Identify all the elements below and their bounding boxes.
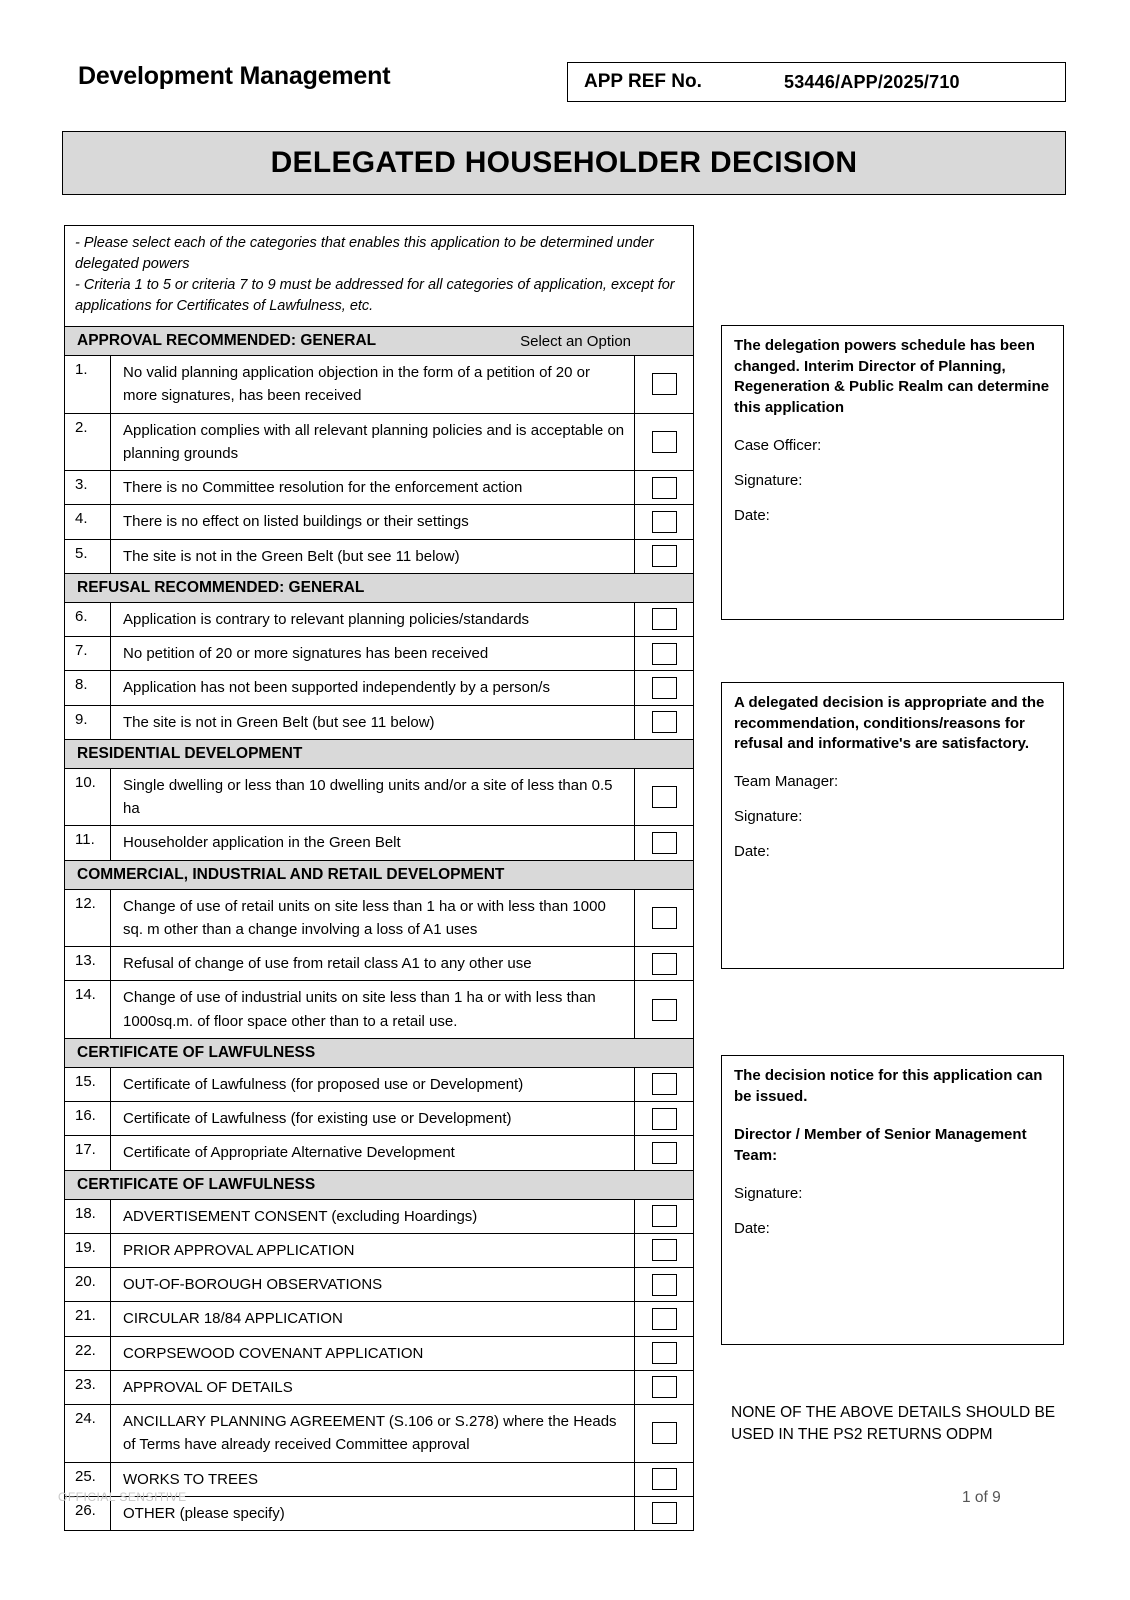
criterion-checkbox[interactable] (652, 1274, 677, 1296)
criterion-checkbox[interactable] (652, 786, 677, 808)
table-row (65, 505, 693, 539)
criterion-checkbox[interactable] (652, 511, 677, 533)
criterion-number: 21. (65, 1302, 111, 1335)
criterion-checkbox-cell[interactable] (635, 1497, 693, 1530)
criterion-number: 15. (65, 1068, 111, 1101)
criterion-number: 12. (65, 890, 111, 947)
criterion-checkbox-cell[interactable] (635, 540, 693, 573)
director-signature-field[interactable]: Signature: (734, 1184, 803, 1202)
criterion-text: Change of use of retail units on site less than 1 ha or with less than 1000 sq. m other than a change involving a loss of A1 uses (111, 890, 635, 947)
team-manager-box (721, 682, 1064, 969)
app-ref-value: 53446/APP/2025/710 (784, 71, 960, 92)
table-row (65, 1405, 693, 1463)
criterion-checkbox[interactable] (652, 643, 677, 665)
criterion-checkbox-cell[interactable] (635, 1200, 693, 1233)
section-title: CERTIFICATE OF LAWFULNESS (77, 1043, 316, 1061)
criterion-text: The site is not in the Green Belt (but see 11 below) (111, 540, 635, 573)
criterion-checkbox-cell[interactable] (635, 1234, 693, 1267)
case-officer-field[interactable]: Case Officer: (734, 436, 822, 454)
criterion-checkbox-cell[interactable] (635, 1371, 693, 1404)
instructions-text: - Please select each of the categories that enables this application to be determined under delegated powers - Criteria 1 to 5 or criteria 7 to 9 must be addressed for all categories of application, except for applications for Certificates of Lawfulness, etc. (65, 226, 693, 327)
section-title: CERTIFICATE OF LAWFULNESS (77, 1175, 316, 1193)
table-row (65, 540, 693, 574)
table-row (65, 1234, 693, 1268)
criterion-text: Certificate of Lawfulness (for existing use or Development) (111, 1102, 635, 1135)
criterion-checkbox[interactable] (652, 1239, 677, 1261)
table-row (65, 1337, 693, 1371)
criterion-checkbox[interactable] (652, 1108, 677, 1130)
criterion-checkbox-cell[interactable] (635, 414, 693, 471)
criterion-text: CIRCULAR 18/84 APPLICATION (111, 1302, 635, 1335)
delegated-decision-statement: A delegated decision is appropriate and the recommendation, conditions/reasons for refusal and informative's are satisfactory. (734, 694, 1045, 753)
criterion-number: 26. (65, 1497, 111, 1530)
criterion-number: 19. (65, 1234, 111, 1267)
criterion-checkbox[interactable] (652, 1502, 677, 1524)
table-row (65, 603, 693, 637)
director-box (721, 1055, 1064, 1345)
criterion-number: 10. (65, 769, 111, 826)
team-manager-field[interactable]: Team Manager: (734, 773, 839, 791)
criterion-number: 4. (65, 505, 111, 538)
criterion-checkbox-cell[interactable] (635, 1068, 693, 1101)
director-field[interactable]: Director / Member of Senior Management Team: (734, 1126, 1027, 1165)
criterion-number: 2. (65, 414, 111, 471)
document-header (0, 0, 1130, 120)
select-option-label: Select an Option (520, 332, 631, 350)
delegation-statement: The delegation powers schedule has been changed. Interim Director of Planning, Regeneration & Public Realm can determine this application (734, 337, 1050, 417)
criteria-table (64, 225, 694, 1531)
table-row (65, 1371, 693, 1405)
criterion-number: 24. (65, 1405, 111, 1462)
criterion-number: 14. (65, 981, 111, 1038)
criterion-checkbox[interactable] (652, 1308, 677, 1330)
criterion-checkbox-cell[interactable] (635, 981, 693, 1038)
criterion-checkbox-cell[interactable] (635, 1302, 693, 1335)
criterion-checkbox[interactable] (652, 832, 677, 854)
table-row (65, 414, 693, 472)
criterion-checkbox[interactable] (652, 999, 677, 1021)
criterion-number: 3. (65, 471, 111, 504)
table-row (65, 1136, 693, 1170)
table-row (65, 981, 693, 1039)
criterion-checkbox-cell[interactable] (635, 1405, 693, 1462)
banner-title: DELEGATED HOUSEHOLDER DECISION (270, 146, 858, 179)
section-header (65, 861, 693, 890)
criterion-text: No valid planning application objection in the form of a petition of 20 or more signatures, has been received (111, 356, 635, 413)
criterion-number: 6. (65, 603, 111, 636)
section-header (65, 740, 693, 769)
criterion-text: The site is not in Green Belt (but see 11 below) (111, 706, 635, 739)
criterion-checkbox[interactable] (652, 1073, 677, 1095)
table-row (65, 356, 693, 414)
table-row (65, 1302, 693, 1336)
criterion-number: 9. (65, 706, 111, 739)
criterion-number: 13. (65, 947, 111, 980)
criterion-checkbox[interactable] (652, 545, 677, 567)
criterion-text: Single dwelling or less than 10 dwelling units and/or a site of less than 0.5 ha (111, 769, 635, 826)
ps2-returns-note: NONE OF THE ABOVE DETAILS SHOULD BE USED IN THE PS2 RETURNS ODPM (731, 1404, 1056, 1444)
criterion-checkbox-cell[interactable] (635, 1337, 693, 1370)
criterion-checkbox-cell[interactable] (635, 947, 693, 980)
section-header (65, 327, 693, 356)
criterion-checkbox-cell[interactable] (635, 505, 693, 538)
criterion-text: APPROVAL OF DETAILS (111, 1371, 635, 1404)
section-header (65, 1039, 693, 1068)
criterion-checkbox[interactable] (652, 373, 677, 395)
criterion-checkbox[interactable] (652, 1205, 677, 1227)
criterion-number: 23. (65, 1371, 111, 1404)
criterion-text: Application has not been supported independently by a person/s (111, 671, 635, 704)
criterion-number: 7. (65, 637, 111, 670)
criterion-checkbox-cell[interactable] (635, 1463, 693, 1496)
criterion-checkbox-cell[interactable] (635, 1268, 693, 1301)
case-officer-date-field[interactable]: Date: (734, 506, 770, 524)
criterion-number: 5. (65, 540, 111, 573)
criteria-sections (65, 327, 693, 1530)
app-ref-box (567, 62, 1066, 102)
criterion-number: 22. (65, 1337, 111, 1370)
criterion-number: 16. (65, 1102, 111, 1135)
criterion-checkbox-cell[interactable] (635, 1102, 693, 1135)
team-manager-date-field[interactable]: Date: (734, 843, 770, 861)
criterion-checkbox[interactable] (652, 1468, 677, 1490)
criterion-number: 18. (65, 1200, 111, 1233)
delegation-powers-box (721, 325, 1064, 620)
criterion-text: PRIOR APPROVAL APPLICATION (111, 1234, 635, 1267)
table-row (65, 1200, 693, 1234)
section-title: COMMERCIAL, INDUSTRIAL AND RETAIL DEVELOPMENT (77, 865, 505, 883)
section-title: REFUSAL RECOMMENDED: GENERAL (77, 578, 365, 596)
table-row (65, 947, 693, 981)
table-row (65, 769, 693, 827)
director-date-field[interactable]: Date: (734, 1219, 770, 1237)
criterion-text: Certificate of Appropriate Alternative Development (111, 1136, 635, 1169)
criterion-text: Refusal of change of use from retail class A1 to any other use (111, 947, 635, 980)
case-officer-signature-field[interactable]: Signature: (734, 471, 803, 489)
criterion-checkbox[interactable] (652, 477, 677, 499)
criterion-text: There is no effect on listed buildings or their settings (111, 505, 635, 538)
criterion-checkbox[interactable] (652, 431, 677, 453)
criterion-text: No petition of 20 or more signatures has been received (111, 637, 635, 670)
criterion-checkbox[interactable] (652, 1376, 677, 1398)
criterion-checkbox-cell[interactable] (635, 603, 693, 636)
criterion-number: 20. (65, 1268, 111, 1301)
criterion-checkbox-cell[interactable] (635, 826, 693, 859)
table-row (65, 637, 693, 671)
criterion-number: 17. (65, 1136, 111, 1169)
criterion-checkbox-cell[interactable] (635, 769, 693, 826)
table-row (65, 1068, 693, 1102)
criterion-text: Householder application in the Green Belt (111, 826, 635, 859)
table-row (65, 1102, 693, 1136)
criterion-checkbox[interactable] (652, 711, 677, 733)
criterion-checkbox-cell[interactable] (635, 1136, 693, 1169)
criterion-checkbox-cell[interactable] (635, 671, 693, 704)
criterion-text: ANCILLARY PLANNING AGREEMENT (S.106 or S.278) where the Heads of Terms have already received Committee approval (111, 1405, 635, 1462)
table-row (65, 706, 693, 740)
criterion-text: OTHER (please specify) (111, 1497, 635, 1530)
criterion-number: 11. (65, 826, 111, 859)
criterion-checkbox-cell[interactable] (635, 706, 693, 739)
section-header (65, 1171, 693, 1200)
criterion-checkbox[interactable] (652, 953, 677, 975)
table-row (65, 1268, 693, 1302)
criterion-checkbox-cell[interactable] (635, 890, 693, 947)
table-row (65, 471, 693, 505)
criterion-text: ADVERTISEMENT CONSENT (excluding Hoardings) (111, 1200, 635, 1233)
criterion-checkbox-cell[interactable] (635, 471, 693, 504)
decision-notice-statement: The decision notice for this application can be issued. (734, 1067, 1043, 1105)
criterion-text: CORPSEWOOD COVENANT APPLICATION (111, 1337, 635, 1370)
department-title: Development Management (78, 62, 391, 90)
section-title: RESIDENTIAL DEVELOPMENT (77, 744, 303, 762)
criterion-checkbox[interactable] (652, 907, 677, 929)
page-number: 1 of 9 (962, 1489, 1001, 1506)
criterion-checkbox[interactable] (652, 1422, 677, 1444)
criterion-text: OUT-OF-BOROUGH OBSERVATIONS (111, 1268, 635, 1301)
section-header (65, 574, 693, 603)
table-row (65, 890, 693, 948)
criterion-number: 25. (65, 1463, 111, 1496)
criterion-checkbox[interactable] (652, 608, 677, 630)
document-banner (62, 131, 1066, 195)
criterion-text: WORKS TO TREES (111, 1463, 635, 1496)
criterion-number: 1. (65, 356, 111, 413)
criterion-number: 8. (65, 671, 111, 704)
section-title: APPROVAL RECOMMENDED: GENERAL (77, 332, 377, 350)
table-row (65, 826, 693, 860)
criterion-checkbox[interactable] (652, 1342, 677, 1364)
table-row (65, 671, 693, 705)
criterion-text: There is no Committee resolution for the enforcement action (111, 471, 635, 504)
criterion-text: Application is contrary to relevant planning policies/standards (111, 603, 635, 636)
criterion-text: Application complies with all relevant planning policies and is acceptable on planning grounds (111, 414, 635, 471)
criterion-checkbox-cell[interactable] (635, 637, 693, 670)
team-manager-signature-field[interactable]: Signature: (734, 808, 803, 826)
criterion-text: Certificate of Lawfulness (for proposed use or Development) (111, 1068, 635, 1101)
criterion-checkbox-cell[interactable] (635, 356, 693, 413)
criterion-checkbox[interactable] (652, 1142, 677, 1164)
criterion-text: Change of use of industrial units on site less than 1 ha or with less than 1000sq.m. of floor space other than to a retail use. (111, 981, 635, 1038)
criterion-checkbox[interactable] (652, 677, 677, 699)
watermark-text: OFFICIAL SENSITIVE (58, 1490, 187, 1504)
app-ref-label: APP REF No. (584, 71, 702, 92)
